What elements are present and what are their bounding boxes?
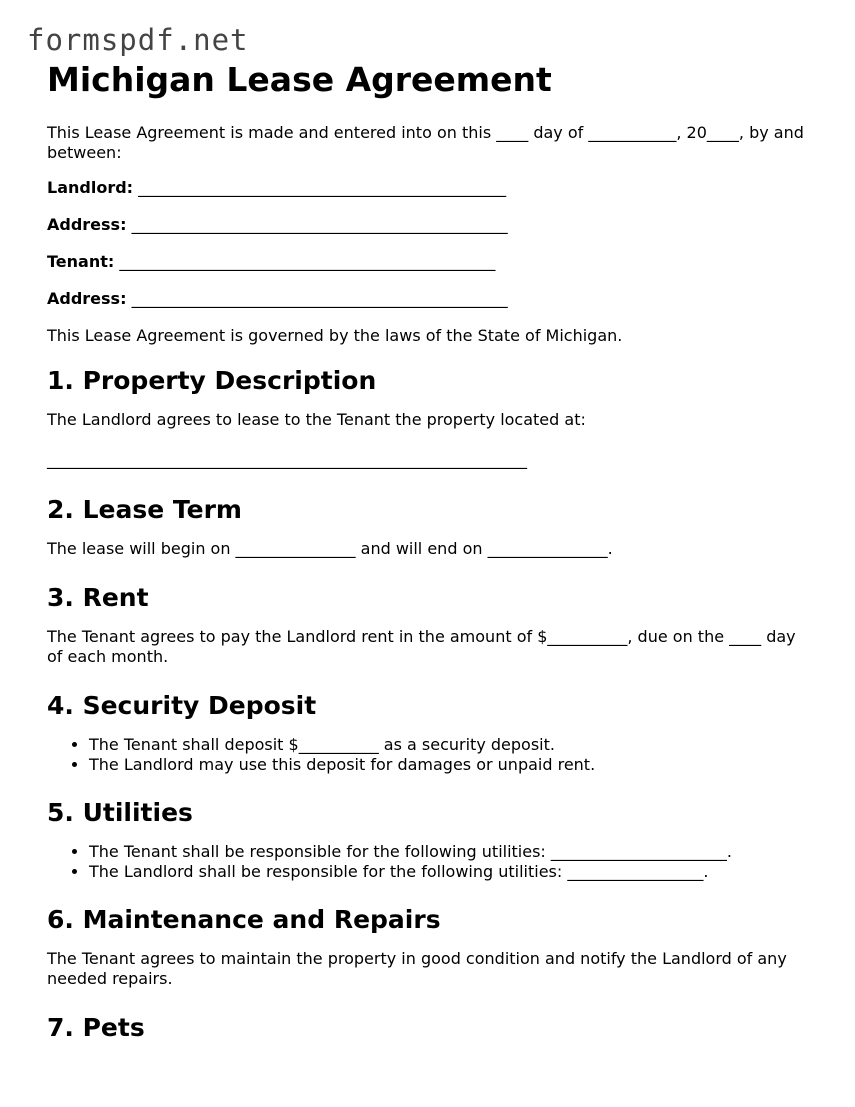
list-item: • The Landlord may use this deposit for damages or unpaid rent.	[89, 755, 807, 775]
landlord-label: Landlord:	[47, 178, 134, 197]
property-paragraph: The Landlord agrees to lease to the Tenant the property located at:	[47, 410, 586, 429]
lease-term-paragraph: The lease will begin on _______________ and will end on _______________.	[47, 539, 613, 558]
landlord-address-label: Address:	[47, 215, 127, 234]
tenant-address-field	[47, 289, 807, 309]
document-body	[47, 60, 807, 1057]
tenant-address-label: Address:	[47, 289, 127, 308]
landlord-field	[47, 178, 807, 198]
section-heading-maintenance: 6. Maintenance and Repairs	[47, 905, 441, 934]
rent-paragraph: The Tenant agrees to pay the Landlord rent in the amount of $__________, due on the ____ day of each month.	[47, 627, 796, 666]
tenant-field	[47, 252, 807, 272]
section-heading-utilities: 5. Utilities	[47, 798, 193, 827]
section-heading-property: 1. Property Description	[47, 366, 377, 395]
intro-paragraph: This Lease Agreement is made and entered into on this ____ day of ___________, 20____, by and between:	[47, 123, 804, 162]
security-deposit-list	[47, 735, 807, 775]
section-heading-pets: 7. Pets	[47, 1013, 145, 1042]
document-title: Michigan Lease Agreement	[47, 60, 552, 99]
watermark-logo: formspdf.net	[27, 23, 249, 57]
tenant-address-blank[interactable]: _______________________________________________	[131, 289, 508, 308]
governing-law-paragraph: This Lease Agreement is governed by the laws of the State of Michigan.	[47, 326, 623, 345]
landlord-address-blank[interactable]: _______________________________________________	[131, 215, 508, 234]
maintenance-paragraph: The Tenant agrees to maintain the property in good condition and notify the Landlord of any needed repairs.	[47, 949, 787, 988]
landlord-blank[interactable]: ______________________________________________	[138, 178, 507, 197]
list-item: • The Landlord shall be responsible for the following utilities: _________________.	[89, 862, 807, 882]
list-item: • The Tenant shall be responsible for the following utilities: ______________________.	[89, 842, 807, 862]
utilities-list	[47, 842, 807, 882]
section-heading-security-deposit: 4. Security Deposit	[47, 691, 317, 720]
list-item: • The Tenant shall deposit $__________ as a security deposit.	[89, 735, 807, 755]
property-address-blank[interactable]: ____________________________________________________________	[47, 450, 527, 469]
section-heading-lease-term: 2. Lease Term	[47, 495, 242, 524]
tenant-blank[interactable]: _______________________________________________	[119, 252, 496, 271]
landlord-address-field	[47, 215, 807, 235]
section-heading-rent: 3. Rent	[47, 583, 149, 612]
tenant-label: Tenant:	[47, 252, 115, 271]
